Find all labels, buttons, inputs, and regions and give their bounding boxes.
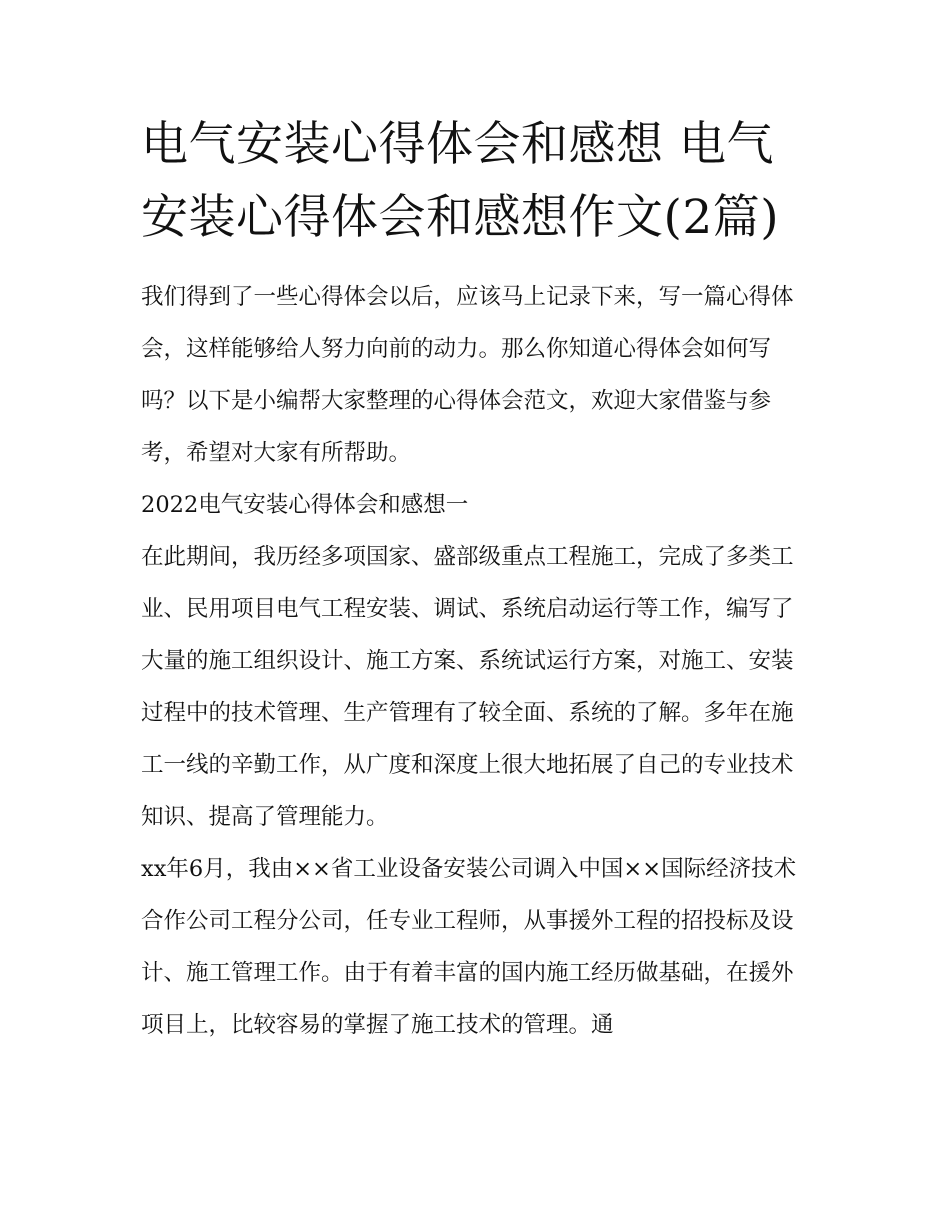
document-page [141,108,813,1051]
intro-paragraph: 我们得到了一些心得体会以后，应该马上记录下来，写一篇心得体会，这样能够给人努力向前的动力。那么你知道心得体会如何写吗？以下是小编帮大家整理的心得体会范文，欢迎大家借鉴与参考，希望对大家有所帮助。 [141,284,794,466]
body-paragraph-1: 在此期间，我历经多项国家、盛部级重点工程施工，完成了多类工业、民用项目电气工程安装、调试、系统启动运行等工作，编写了大量的施工组织设计、施工方案、系统试运行方案，对施工、安装过程中的技术管理、生产管理有了较全面、系统的了解。多年在施工一线的辛勤工作，从广度和深度上很大地拓展了自己的专业技术知识、提高了管理能力。 [141,544,794,830]
body-paragraph-2: xx年6月，我由××省工业设备安装公司调入中国××国际经济技术合作公司工程分公司，任专业工程师，从事援外工程的招投标及设计、施工管理工作。由于有着丰富的国内施工经历做基础，在援外项目上，比较容易的掌握了施工技术的管理。通 [141,856,797,1038]
section-heading: 2022电气安装心得体会和感想一 [141,492,469,518]
document-title: 电气安装心得体会和感想 电气安装心得体会和感想作文(2篇) [141,117,780,245]
